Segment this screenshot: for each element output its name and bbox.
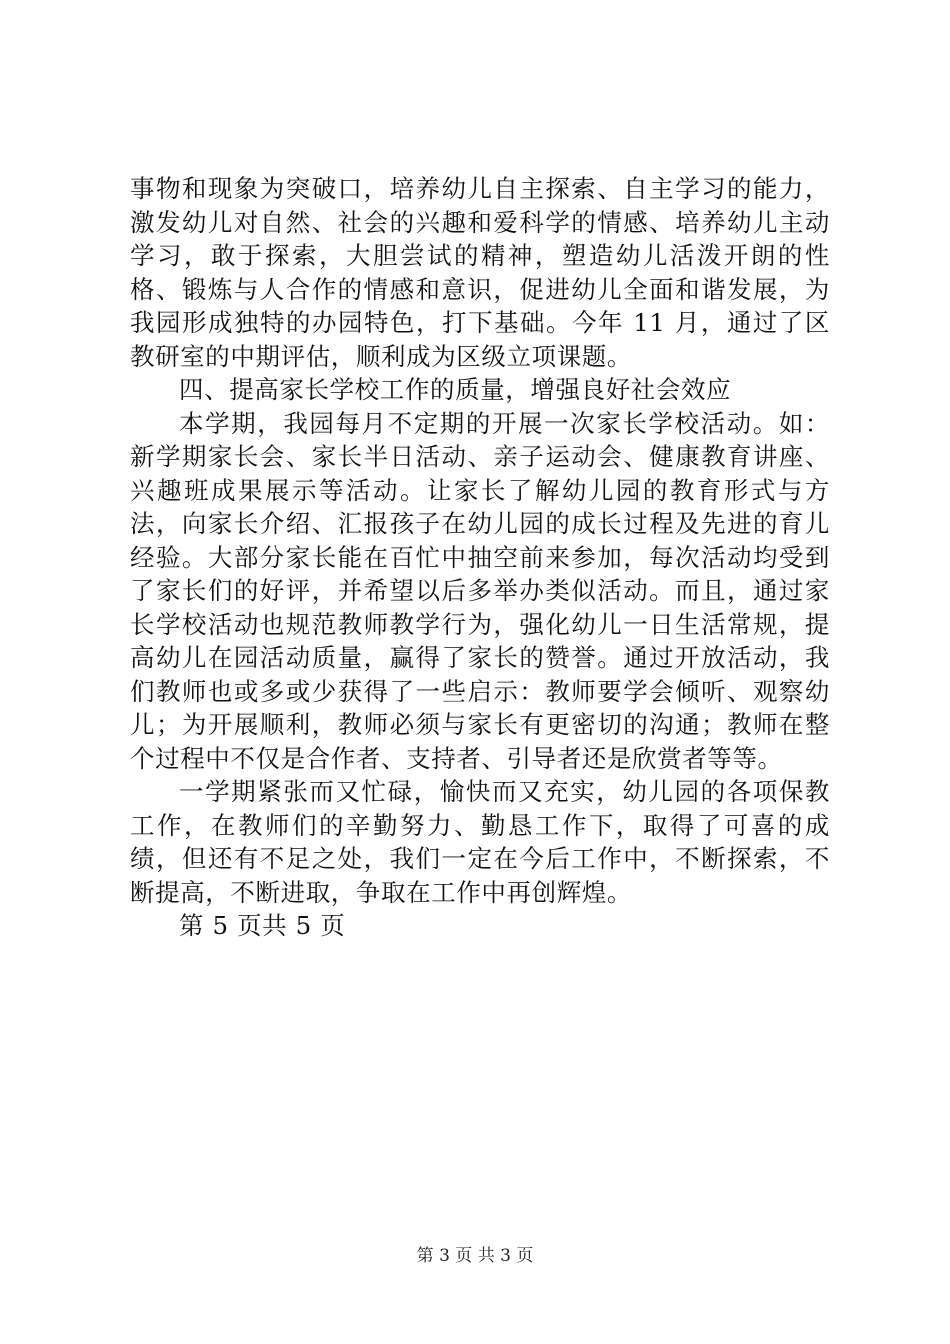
paragraph-continuation: 事物和现象为突破口，培养幼儿自主探索、自主学习的能力，激发幼儿对自然、社会的兴趣和爱科学的情感、培养幼儿主动学习，敢于探索，大胆尝试的精神，塑造幼儿活泼开朗的性格、锻炼与人合作的情感和意识，促进幼儿全面和谐发展，为我园形成独特的办园特色，打下基础。今年 11 月，通过了区教研室的中期评估，顺利成为区级立项课题。 — [130, 174, 830, 371]
inner-page-number: 第 5 页共 5 页 — [179, 911, 346, 940]
page-footer: 第 3 页 共 3 页 — [416, 1246, 534, 1266]
section-heading: 四、提高家长学校工作的质量，增强良好社会效应 — [179, 375, 732, 404]
document-body — [130, 172, 830, 943]
paragraph-conclusion: 一学期紧张而又忙碌，愉快而又充实，幼儿园的各项保教工作，在教师们的辛勤努力、勤恳工作下，取得了可喜的成绩，但还有不足之处，我们一定在今后工作中，不断探索，不断提高，不断进取，争取在工作中再创辉煌。 — [130, 777, 830, 907]
paragraph-parent-school: 本学期，我园每月不定期的开展一次家长学校活动。如：新学期家长会、家长半日活动、亲子运动会、健康教育讲座、兴趣班成果展示等活动。让家长了解幼儿园的教育形式与方法，向家长介绍、汇报孩子在幼儿园的成长过程及先进的育儿经验。大部分家长能在百忙中抽空前来参加，每次活动均受到了家长们的好评，并希望以后多举办类似活动。而且，通过家长学校活动也规范教师教学行为，强化幼儿一日生活常规，提高幼儿在园活动质量，赢得了家长的赞誉。通过开放活动，我们教师也或多或少获得了一些启示：教师要学会倾听、观察幼儿；为开展顺利，教师必须与家长有更密切的沟通；教师在整个过程中不仅是合作者、支持者、引导者还是欣赏者等等。 — [130, 408, 830, 773]
